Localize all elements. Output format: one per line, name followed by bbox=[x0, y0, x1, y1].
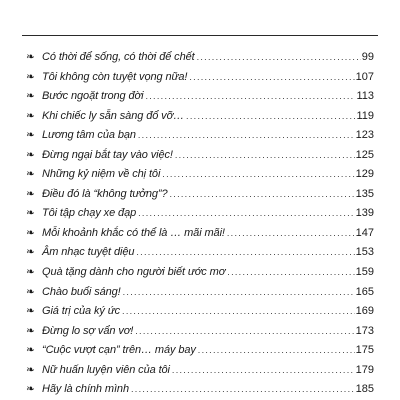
entry-title: Quà tặng dành cho người biết ước mơ bbox=[42, 266, 226, 279]
entry-title: Có thời để sống, có thời để chết bbox=[42, 51, 195, 63]
page-number: 159 bbox=[355, 266, 374, 279]
entry-title: Tôi tập chạy xe đạp bbox=[42, 207, 137, 220]
table-of-contents bbox=[26, 48, 374, 400]
page-number: 175 bbox=[355, 344, 374, 357]
fleuron-icon: ❧ bbox=[26, 363, 35, 376]
entry-title: Điều đó là “không tưởng”? bbox=[42, 187, 168, 200]
dot-leader bbox=[122, 302, 355, 322]
dot-leader bbox=[131, 380, 355, 400]
page-number: 123 bbox=[355, 129, 374, 142]
dot-leader bbox=[227, 224, 355, 244]
page-number: 153 bbox=[355, 246, 374, 259]
toc-entry bbox=[26, 283, 374, 303]
fleuron-icon: ❧ bbox=[26, 187, 35, 200]
toc-entry bbox=[26, 68, 374, 88]
fleuron-icon: ❧ bbox=[26, 90, 35, 103]
fleuron-icon: ❧ bbox=[26, 168, 35, 181]
page-number: 129 bbox=[355, 168, 374, 181]
toc-entry bbox=[26, 48, 374, 68]
toc-entry bbox=[26, 165, 374, 185]
dot-leader bbox=[138, 204, 355, 224]
toc-entry bbox=[26, 380, 374, 400]
toc-entry bbox=[26, 243, 374, 263]
toc-entry bbox=[26, 302, 374, 322]
toc-entry bbox=[26, 185, 374, 205]
page-number: 107 bbox=[355, 70, 374, 83]
entry-title: “Cuộc vượt cạn” trên… máy bay bbox=[42, 344, 196, 357]
entry-title: Mỗi khoảnh khắc có thể là … mãi mãi! bbox=[42, 226, 225, 239]
entry-title: Bước ngoặt trong đời bbox=[42, 90, 144, 103]
toc-entry bbox=[26, 107, 374, 127]
page-number: 173 bbox=[355, 324, 374, 337]
dot-leader bbox=[123, 283, 355, 303]
page-number: 165 bbox=[355, 285, 374, 298]
toc-entry bbox=[26, 361, 374, 381]
fleuron-icon: ❧ bbox=[26, 207, 35, 220]
page-number: 119 bbox=[356, 109, 374, 122]
dot-leader bbox=[172, 361, 355, 381]
toc-entry bbox=[26, 263, 374, 283]
entry-title: Những kỷ niệm về chị tôi bbox=[42, 168, 161, 181]
entry-title: Tôi không còn tuyệt vọng nữa! bbox=[42, 70, 188, 83]
entry-title: Khi chiếc ly sẵn sàng đổ vỡ… bbox=[42, 109, 185, 122]
fleuron-icon: ❧ bbox=[26, 305, 35, 318]
fleuron-icon: ❧ bbox=[26, 324, 35, 337]
page-number: 113 bbox=[356, 90, 374, 103]
top-rule bbox=[22, 35, 378, 36]
page-number: 147 bbox=[355, 226, 374, 239]
dot-leader bbox=[145, 87, 355, 107]
page-number: 99 bbox=[361, 51, 374, 63]
dot-leader bbox=[138, 126, 355, 146]
entry-title: Đừng lo sợ vẩn vơ! bbox=[42, 324, 134, 337]
page-number: 185 bbox=[355, 383, 374, 396]
fleuron-icon: ❧ bbox=[26, 109, 35, 122]
fleuron-icon: ❧ bbox=[26, 148, 35, 161]
dot-leader bbox=[169, 185, 354, 205]
toc-entry bbox=[26, 224, 374, 244]
fleuron-icon: ❧ bbox=[26, 226, 35, 239]
toc-entry bbox=[26, 126, 374, 146]
fleuron-icon: ❧ bbox=[26, 266, 35, 279]
toc-entry bbox=[26, 87, 374, 107]
toc-entry bbox=[26, 322, 374, 342]
fleuron-icon: ❧ bbox=[26, 129, 35, 142]
dot-leader bbox=[162, 165, 354, 185]
page-number: 179 bbox=[355, 363, 374, 376]
entry-title: Giá trị của ký ức bbox=[42, 305, 121, 318]
fleuron-icon: ❧ bbox=[26, 51, 35, 63]
dot-leader bbox=[197, 48, 361, 68]
fleuron-icon: ❧ bbox=[26, 344, 35, 357]
dot-leader bbox=[175, 146, 355, 166]
entry-title: Đừng ngại bắt tay vào việc! bbox=[42, 148, 173, 161]
toc-entry bbox=[26, 341, 374, 361]
entry-title: Nữ huấn luyện viên của tôi bbox=[42, 363, 170, 376]
fleuron-icon: ❧ bbox=[26, 383, 35, 396]
fleuron-icon: ❧ bbox=[26, 246, 35, 259]
dot-leader bbox=[135, 322, 354, 342]
entry-title: Âm nhạc tuyệt diệu bbox=[42, 246, 135, 259]
page-number: 139 bbox=[355, 207, 374, 220]
toc-entry bbox=[26, 204, 374, 224]
toc-entry bbox=[26, 146, 374, 166]
entry-title: Lương tâm của bạn bbox=[42, 129, 136, 142]
page-number: 125 bbox=[355, 148, 374, 161]
fleuron-icon: ❧ bbox=[26, 285, 35, 298]
entry-title: Hãy là chính mình bbox=[42, 383, 129, 396]
dot-leader bbox=[186, 107, 355, 127]
page-number: 169 bbox=[355, 305, 374, 318]
entry-title: Chào buổi sáng! bbox=[42, 285, 121, 298]
fleuron-icon: ❧ bbox=[26, 70, 35, 83]
dot-leader bbox=[189, 68, 354, 88]
dot-leader bbox=[136, 243, 354, 263]
page-number: 135 bbox=[355, 187, 374, 200]
dot-leader bbox=[227, 263, 354, 283]
dot-leader bbox=[198, 341, 355, 361]
